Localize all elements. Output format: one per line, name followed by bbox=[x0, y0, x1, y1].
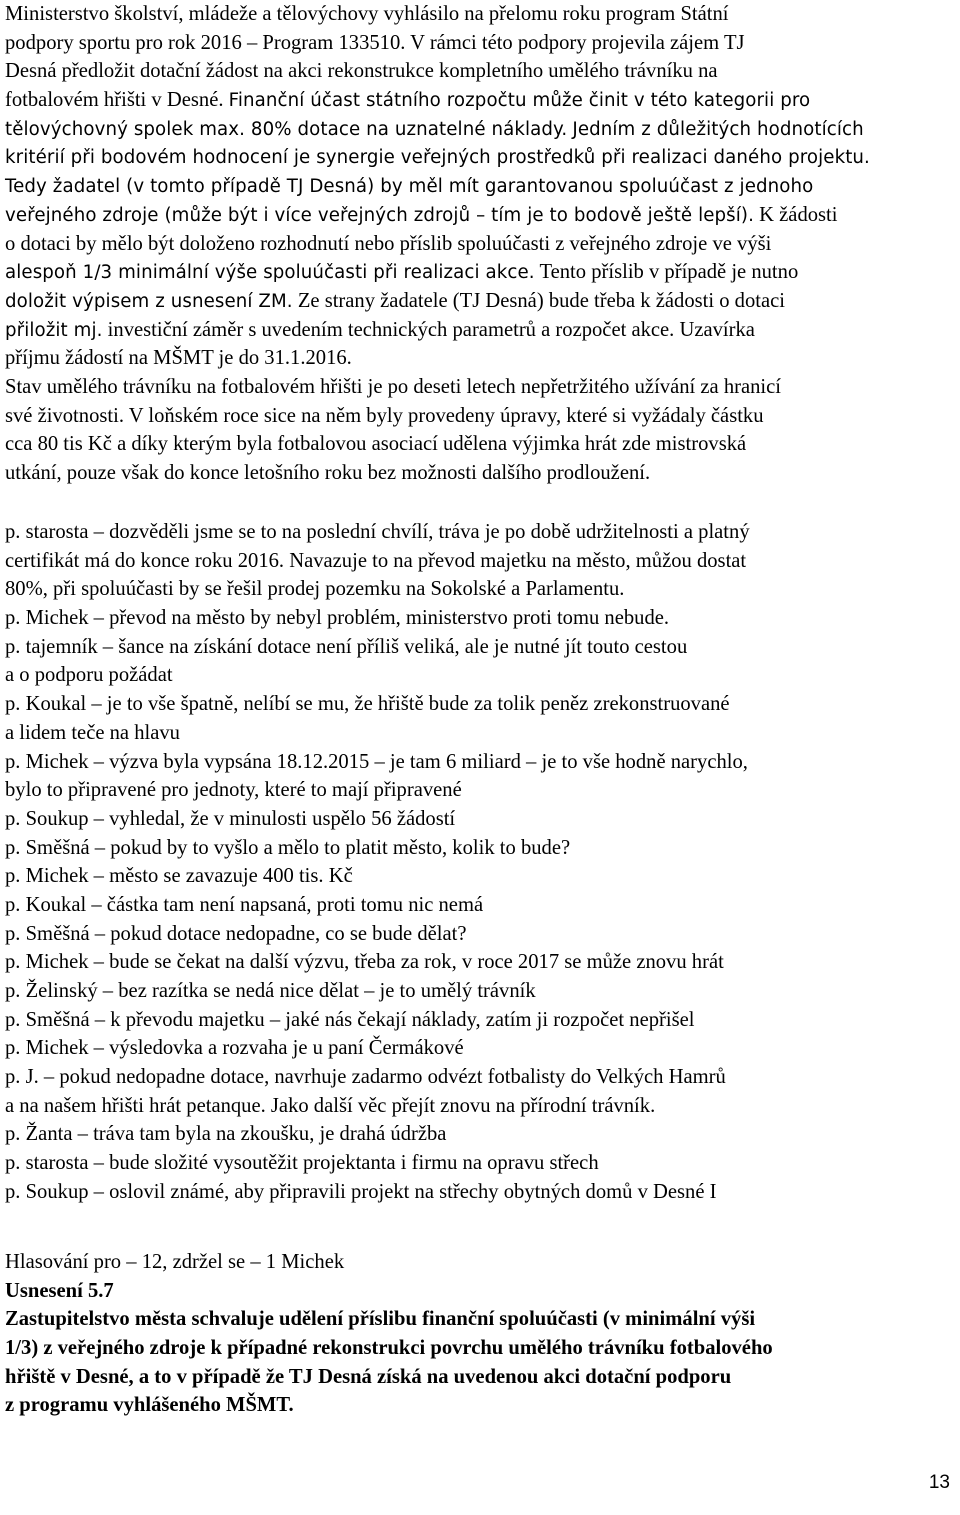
text-line: hřiště v Desné, a to v případě že TJ Desná získá na uvedenou akci dotační podporu bbox=[5, 1365, 732, 1388]
text-line bbox=[5, 344, 955, 373]
text-line: certifikát má do konce roku 2016. Navazuje to na převod majetku na město, můžou dostat bbox=[5, 549, 747, 572]
text-line bbox=[5, 29, 955, 58]
text-line: p. starosta – dozvěděli jsme se to na poslední chvílí, tráva je po době udržitelnosti a platný bbox=[5, 521, 750, 543]
text-line bbox=[5, 201, 955, 230]
text-line: p. Soukup – oslovil známé, aby připravili projekt na střechy obytných domů v Desné I bbox=[5, 1180, 717, 1203]
text-segment: utkání, pouze však do konce letošního roku bez možnosti dalšího prodloužení. bbox=[5, 462, 651, 484]
text-segment: přiložit mj. bbox=[5, 319, 103, 341]
discussion-paragraph bbox=[5, 518, 955, 1207]
text-segment: cca 80 tis Kč a díky kterým byla fotbalovou asociací udělena výjimka hrát zde mistrovská bbox=[5, 433, 747, 456]
text-segment: Jedním z důležitých hodnotících bbox=[572, 118, 864, 140]
text-line bbox=[5, 115, 955, 144]
text-segment: fotbalovém hřišti v Desné. bbox=[5, 89, 229, 112]
resolution-text bbox=[5, 1305, 955, 1420]
text-line: a lidem teče na hlavu bbox=[5, 721, 180, 744]
text-line: p. starosta – bude složité vysoutěžit projektanta i firmu na opravu střech bbox=[5, 1152, 599, 1175]
text-line bbox=[5, 287, 955, 316]
page-number: 13 bbox=[928, 1472, 950, 1493]
text-segment: kritérií při bodovém hodnocení je synergie veřejných prostředků při realizaci daného projektu. bbox=[5, 147, 870, 169]
text-line: p. Michek – město se zavazuje 400 tis. Kč bbox=[5, 865, 353, 888]
resolution-section bbox=[5, 1277, 955, 1420]
text-line: p. Soukup – vyhledal, že v minulosti uspělo 56 žádostí bbox=[5, 807, 456, 830]
text-segment: veřejného zdroje (může být i více veřejných zdrojů – tím je to bodově ještě lepší). bbox=[5, 204, 754, 226]
text-line: Zastupitelstvo města schvaluje udělení příslibu finanční spoluúčasti (v minimální výši bbox=[5, 1308, 756, 1331]
text-segment: tělovýchovný spolek max. 80% dotace na uznatelné náklady. bbox=[5, 118, 568, 140]
text-segment: K žádosti bbox=[754, 203, 838, 226]
text-line bbox=[5, 402, 955, 431]
text-line: p. Michek – výsledovka a rozvaha je u paní Čermákové bbox=[5, 1037, 464, 1060]
text-line: 1/3) z veřejného zdroje k případné rekonstrukci povrchu umělého trávníku fotbalového bbox=[5, 1337, 773, 1360]
text-line: p. tajemník – šance na získání dotace není příliš veliká, ale je nutné jít touto cestou bbox=[5, 635, 688, 658]
text-segment: Tedy žadatel (v tomto případě TJ Desná) by měl mít garantovanou spoluúčast z jednoho bbox=[5, 176, 814, 198]
text-segment: Stav umělého trávníku na fotbalovém hřišti je po deseti letech nepřetržitého užívání za hranicí bbox=[5, 375, 781, 398]
text-segment: doložit výpisem z usnesení ZM. bbox=[5, 290, 293, 312]
text-line: p. Michek – výzva byla vypsána 18.12.2015 – je tam 6 miliard – je to vše hodně narychlo, bbox=[5, 750, 748, 773]
text-line bbox=[5, 143, 955, 172]
text-line: a na našem hřišti hrát petanque. Jako další věc přejít znovu na přírodní trávník. bbox=[5, 1094, 656, 1117]
text-line bbox=[5, 172, 955, 201]
text-line bbox=[5, 316, 955, 345]
text-line bbox=[5, 430, 955, 459]
text-segment: Finanční účast státního rozpočtu může činit v této kategorii pro bbox=[228, 90, 811, 112]
text-line bbox=[5, 373, 955, 402]
text-line: p. Koukal – je to vše špatně, nelíbí se mu, že hřiště bude za tolik peněz zrekonstruované bbox=[5, 693, 730, 716]
text-segment: příjmu žádostí na MŠMT je do 31.1.2016. bbox=[5, 347, 352, 370]
text-segment: Ze strany žadatele (TJ Desná) bude třeba k žádosti o dotaci bbox=[292, 289, 786, 312]
text-line: p. J. – pokud nedopadne dotace, navrhuje zadarmo odvézt fotbalisty do Velkých Hamrů bbox=[5, 1066, 726, 1089]
text-line: z programu vyhlášeného MŠMT. bbox=[5, 1394, 294, 1417]
text-line bbox=[5, 0, 955, 29]
text-line: p. Směšná – k převodu majetku – jaké nás čekají náklady, zatím ji rozpočet nepřišel bbox=[5, 1008, 695, 1031]
text-line: p. Směšná – pokud dotace nedopadne, co se bude dělat? bbox=[5, 922, 467, 945]
text-line bbox=[5, 230, 955, 259]
text-line: p. Želinský – bez razítka se nedá nice dělat – je to umělý trávník bbox=[5, 980, 536, 1002]
intro-paragraph bbox=[5, 0, 955, 488]
text-segment: Tento příslib v případě je nutno bbox=[534, 261, 799, 284]
text-line: p. Michek – bude se čekat na další výzvu, třeba za rok, v roce 2017 se může znovu hrát bbox=[5, 951, 724, 974]
text-line bbox=[5, 459, 955, 488]
text-line: p. Směšná – pokud by to vyšlo a mělo to platit město, kolik to bude? bbox=[5, 836, 571, 859]
text-line bbox=[5, 57, 955, 86]
text-segment: Desná předložit dotační žádost na akci rekonstrukce kompletního umělého trávníku na bbox=[5, 60, 718, 83]
text-line bbox=[5, 86, 955, 115]
text-line: p. Michek – převod na město by nebyl problém, ministerstvo proti tomu nebude. bbox=[5, 607, 670, 630]
text-segment: o dotaci by mělo být doloženo rozhodnutí nebo příslib spoluúčasti z veřejného zdroje ve výši bbox=[5, 232, 772, 255]
text-line: bylo to připravené pro jednoty, které to mají připravené bbox=[5, 779, 462, 802]
text-line: a o podporu požádat bbox=[5, 664, 173, 687]
text-segment: Ministerstvo školství, mládeže a tělovýchovy vyhlásilo na přelomu roku program Státní bbox=[5, 3, 729, 25]
text-line bbox=[5, 258, 955, 287]
resolution-title: Usnesení 5.7 bbox=[5, 1279, 114, 1302]
vote-line bbox=[5, 1248, 955, 1277]
vote-text: Hlasování pro – 12, zdržel se – 1 Michek bbox=[5, 1251, 345, 1273]
text-segment: podpory sportu pro rok 2016 – Program 133510. V rámci této podpory projevila zájem TJ bbox=[5, 31, 745, 54]
text-segment: své životnosti. V loňském roce sice na něm byly provedeny úpravy, které si vyžádaly částku bbox=[5, 404, 764, 427]
text-segment: investiční záměr s uvedením technických parametrů a rozpočet akce. Uzavírka bbox=[102, 318, 755, 341]
text-line: p. Žanta – tráva tam byla na zkoušku, je drahá údržba bbox=[5, 1123, 447, 1146]
text-line: 80%, při spoluúčasti by se řešil prodej pozemku na Sokolské a Parlamentu. bbox=[5, 578, 625, 601]
text-segment: alespoň 1/3 minimální výše spoluúčasti při realizaci akce. bbox=[5, 262, 535, 284]
text-line: p. Koukal – částka tam není napsaná, proti tomu nic nemá bbox=[5, 893, 484, 916]
